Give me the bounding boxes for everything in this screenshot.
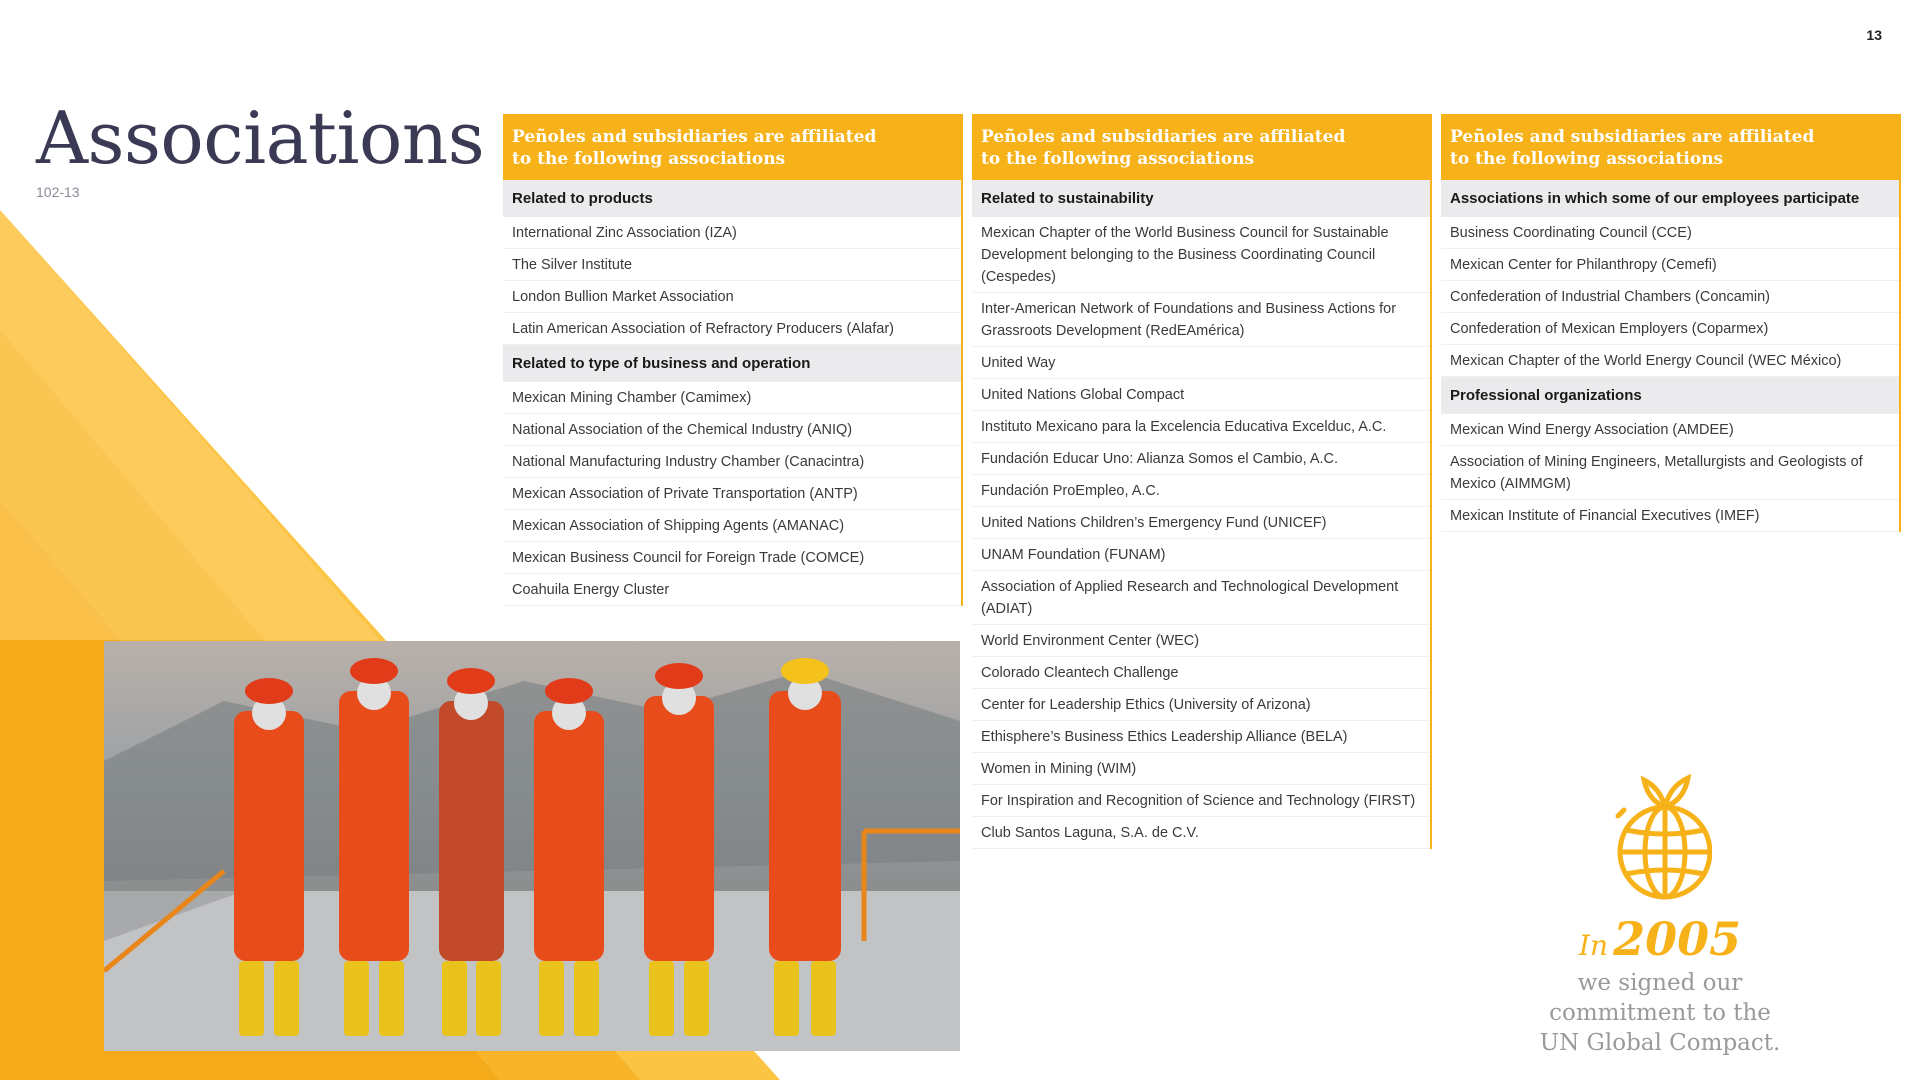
association-list — [1441, 414, 1899, 532]
column-products — [503, 114, 963, 606]
callout-line: we signed our — [1577, 970, 1743, 996]
list-item: Mexican Chapter of the World Business Council for Sustainable Development belonging to the Business Coordinating Council (Cespedes) — [972, 217, 1430, 293]
column-header: Peñoles and subsidiaries are affiliated to the following associations — [503, 114, 961, 180]
list-item: National Manufacturing Industry Chamber (Canacintra) — [503, 446, 961, 478]
section-title: Related to sustainability — [972, 180, 1430, 217]
list-item: Latin American Association of Refractory Producers (Alafar) — [503, 313, 961, 345]
section-title: Related to products — [503, 180, 961, 217]
list-item: Fundación Educar Uno: Alianza Somos el Cambio, A.C. — [972, 443, 1430, 475]
list-item: Mexican Association of Shipping Agents (AMANAC) — [503, 510, 961, 542]
list-item: Mexican Association of Private Transportation (ANTP) — [503, 478, 961, 510]
list-item: Coahuila Energy Cluster — [503, 574, 961, 606]
section-title: Related to type of business and operation — [503, 345, 961, 382]
list-item: Fundación ProEmpleo, A.C. — [972, 475, 1430, 507]
gri-code: 102-13 — [36, 184, 80, 200]
list-item: The Silver Institute — [503, 249, 961, 281]
list-item: Inter-American Network of Foundations and Business Actions for Grassroots Development (RedEAmérica) — [972, 293, 1430, 347]
column-employees — [1441, 114, 1901, 532]
page-number: 13 — [1866, 27, 1882, 43]
list-item: Mexican Mining Chamber (Camimex) — [503, 382, 961, 414]
list-item: Mexican Business Council for Foreign Trade (COMCE) — [503, 542, 961, 574]
section-title: Associations in which some of our employees participate — [1441, 180, 1899, 217]
callout-year: 2005 — [1613, 912, 1742, 966]
association-list — [503, 382, 961, 606]
list-item: Ethisphere’s Business Ethics Leadership Alliance (BELA) — [972, 721, 1430, 753]
list-item: International Zinc Association (IZA) — [503, 217, 961, 249]
un-compact-callout — [1520, 912, 1800, 1058]
list-item: National Association of the Chemical Industry (ANIQ) — [503, 414, 961, 446]
list-item: United Nations Children’s Emergency Fund (UNICEF) — [972, 507, 1430, 539]
callout-line: UN Global Compact. — [1539, 1030, 1781, 1056]
list-item: Center for Leadership Ethics (University of Arizona) — [972, 689, 1430, 721]
callout-in: In — [1578, 929, 1608, 962]
list-item: Women in Mining (WIM) — [972, 753, 1430, 785]
list-item: Association of Applied Research and Technological Development (ADIAT) — [972, 571, 1430, 625]
section-title: Professional organizations — [1441, 377, 1899, 414]
list-item: London Bullion Market Association — [503, 281, 961, 313]
list-item: Association of Mining Engineers, Metallurgists and Geologists of Mexico (AIMMGM) — [1441, 446, 1899, 500]
list-item: Mexican Institute of Financial Executives (IMEF) — [1441, 500, 1899, 532]
association-list — [1441, 217, 1899, 377]
list-item: United Way — [972, 347, 1430, 379]
column-sustainability — [972, 114, 1432, 849]
column-header: Peñoles and subsidiaries are affiliated to the following associations — [972, 114, 1430, 180]
list-item: For Inspiration and Recognition of Science and Technology (FIRST) — [972, 785, 1430, 817]
association-list — [972, 217, 1430, 849]
list-item: United Nations Global Compact — [972, 379, 1430, 411]
list-item: World Environment Center (WEC) — [972, 625, 1430, 657]
association-list — [503, 217, 961, 345]
workers-photo — [104, 641, 960, 1051]
list-item: Mexican Center for Philanthropy (Cemefi) — [1441, 249, 1899, 281]
list-item: Business Coordinating Council (CCE) — [1441, 217, 1899, 249]
list-item: Mexican Chapter of the World Energy Council (WEC México) — [1441, 345, 1899, 377]
page-title: Associations — [36, 96, 485, 180]
list-item: Club Santos Laguna, S.A. de C.V. — [972, 817, 1430, 849]
callout-line: commitment to the — [1549, 1000, 1771, 1026]
list-item: Mexican Wind Energy Association (AMDEE) — [1441, 414, 1899, 446]
globe-sprout-icon — [1612, 768, 1712, 904]
workers-photo-illustration — [104, 641, 960, 1051]
list-item: Instituto Mexicano para la Excelencia Educativa Excelduc, A.C. — [972, 411, 1430, 443]
list-item: Colorado Cleantech Challenge — [972, 657, 1430, 689]
column-header: Peñoles and subsidiaries are affiliated to the following associations — [1441, 114, 1899, 180]
list-item: UNAM Foundation (FUNAM) — [972, 539, 1430, 571]
list-item: Confederation of Mexican Employers (Coparmex) — [1441, 313, 1899, 345]
list-item: Confederation of Industrial Chambers (Concamin) — [1441, 281, 1899, 313]
